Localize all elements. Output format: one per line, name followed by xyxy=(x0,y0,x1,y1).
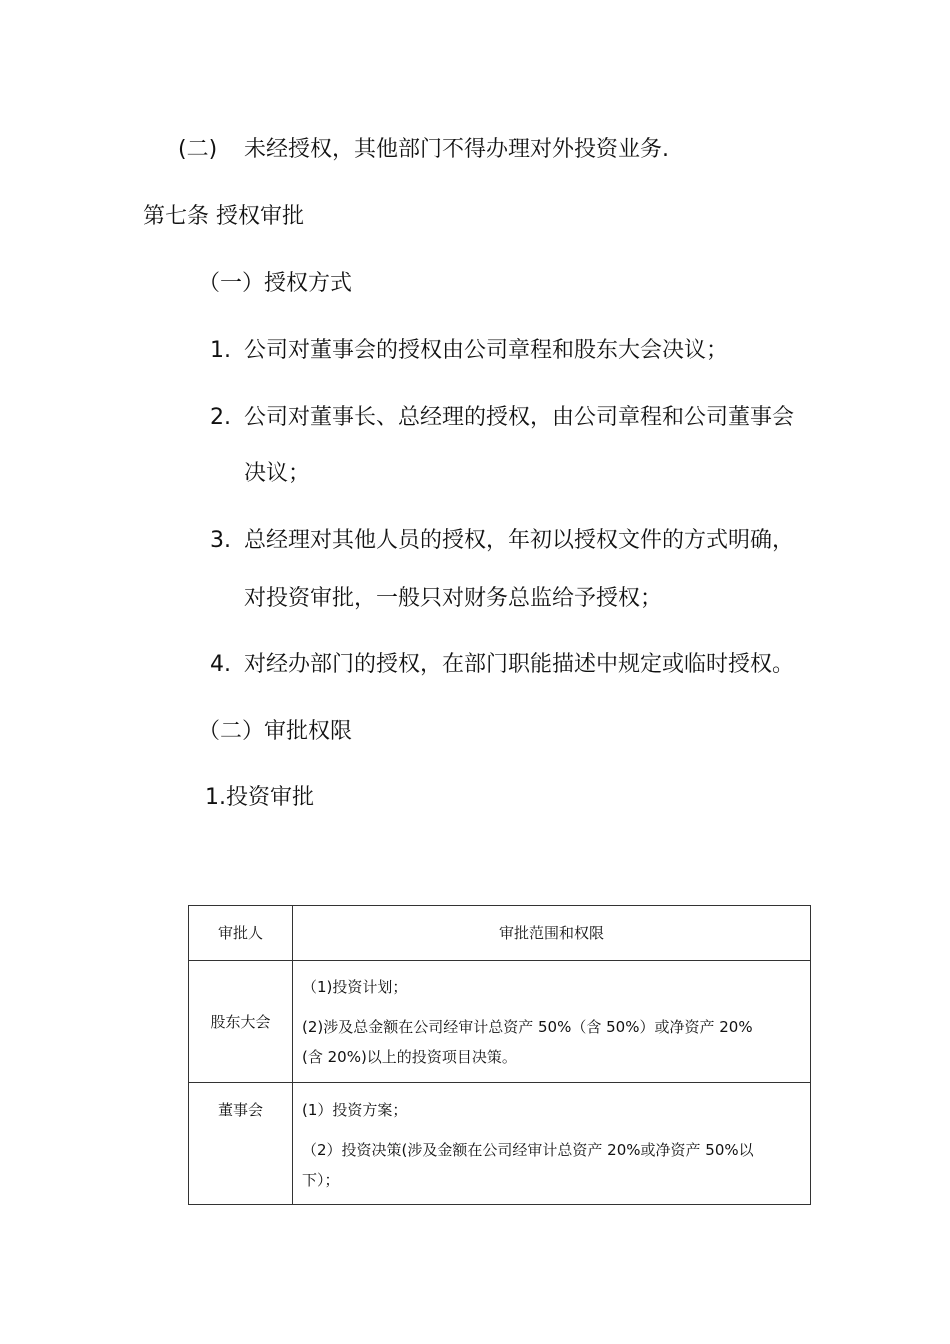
table-header-row xyxy=(189,906,811,961)
list-item-continuation: 对投资审批，一般只对财务总监给予授权； xyxy=(244,586,663,611)
approval-table xyxy=(188,905,811,1205)
list-item xyxy=(210,336,728,366)
clause-marker: (二) xyxy=(178,137,218,162)
approver-cell: 股东大会 xyxy=(189,961,293,1083)
scope-cell xyxy=(293,961,811,1083)
list-item xyxy=(210,526,794,556)
clause-text: 未经授权，其他部门不得办理对外投资业务. xyxy=(244,137,669,162)
list-item xyxy=(210,650,794,680)
list-item-text: 总经理对其他人员的授权，年初以授权文件的方式明确， xyxy=(244,528,795,553)
list-item-text: 公司对董事会的授权由公司章程和股东大会决议； xyxy=(244,338,729,363)
header-approver: 审批人 xyxy=(189,906,293,961)
list-item-continuation: 决议； xyxy=(244,461,311,486)
list-item-number: 3. xyxy=(210,528,231,553)
list-item-number: 1. xyxy=(210,338,231,363)
table-row xyxy=(189,961,811,1083)
scope-cell xyxy=(293,1083,811,1205)
unauthorized-clause xyxy=(178,135,669,165)
list-item xyxy=(210,403,794,433)
subsection-title-investment-approval: 1.投资审批 xyxy=(205,785,314,810)
scope-item-continuation: 下）； xyxy=(302,1171,340,1189)
article-title: 第七条 授权审批 xyxy=(143,204,304,229)
scope-item: (2)涉及总金额在公司经审计总资产 50%（含 50%）或净资产 20% xyxy=(302,1017,753,1036)
list-item-text: 对经办部门的授权，在部门职能描述中规定或临时授权。 xyxy=(244,652,795,677)
list-item-text: 公司对董事长、总经理的授权，由公司章程和公司董事会 xyxy=(244,405,795,430)
scope-item: (1）投资方案； xyxy=(302,1101,408,1119)
list-item-number: 4. xyxy=(210,652,231,677)
table-row xyxy=(189,1083,811,1205)
scope-item: （2）投资决策(涉及金额在公司经审计总资产 20%或净资产 50%以 xyxy=(302,1141,754,1159)
section-title-approval-authority: （二）审批权限 xyxy=(198,719,353,744)
list-item-number: 2. xyxy=(210,405,231,430)
scope-item: （1)投资计划； xyxy=(302,977,408,996)
scope-item-continuation: (含 20%)以上的投资项目决策。 xyxy=(302,1047,517,1066)
approver-cell: 董事会 xyxy=(189,1083,293,1205)
header-scope: 审批范围和权限 xyxy=(293,906,811,961)
section-title-authorization-method: （一）授权方式 xyxy=(198,271,353,296)
